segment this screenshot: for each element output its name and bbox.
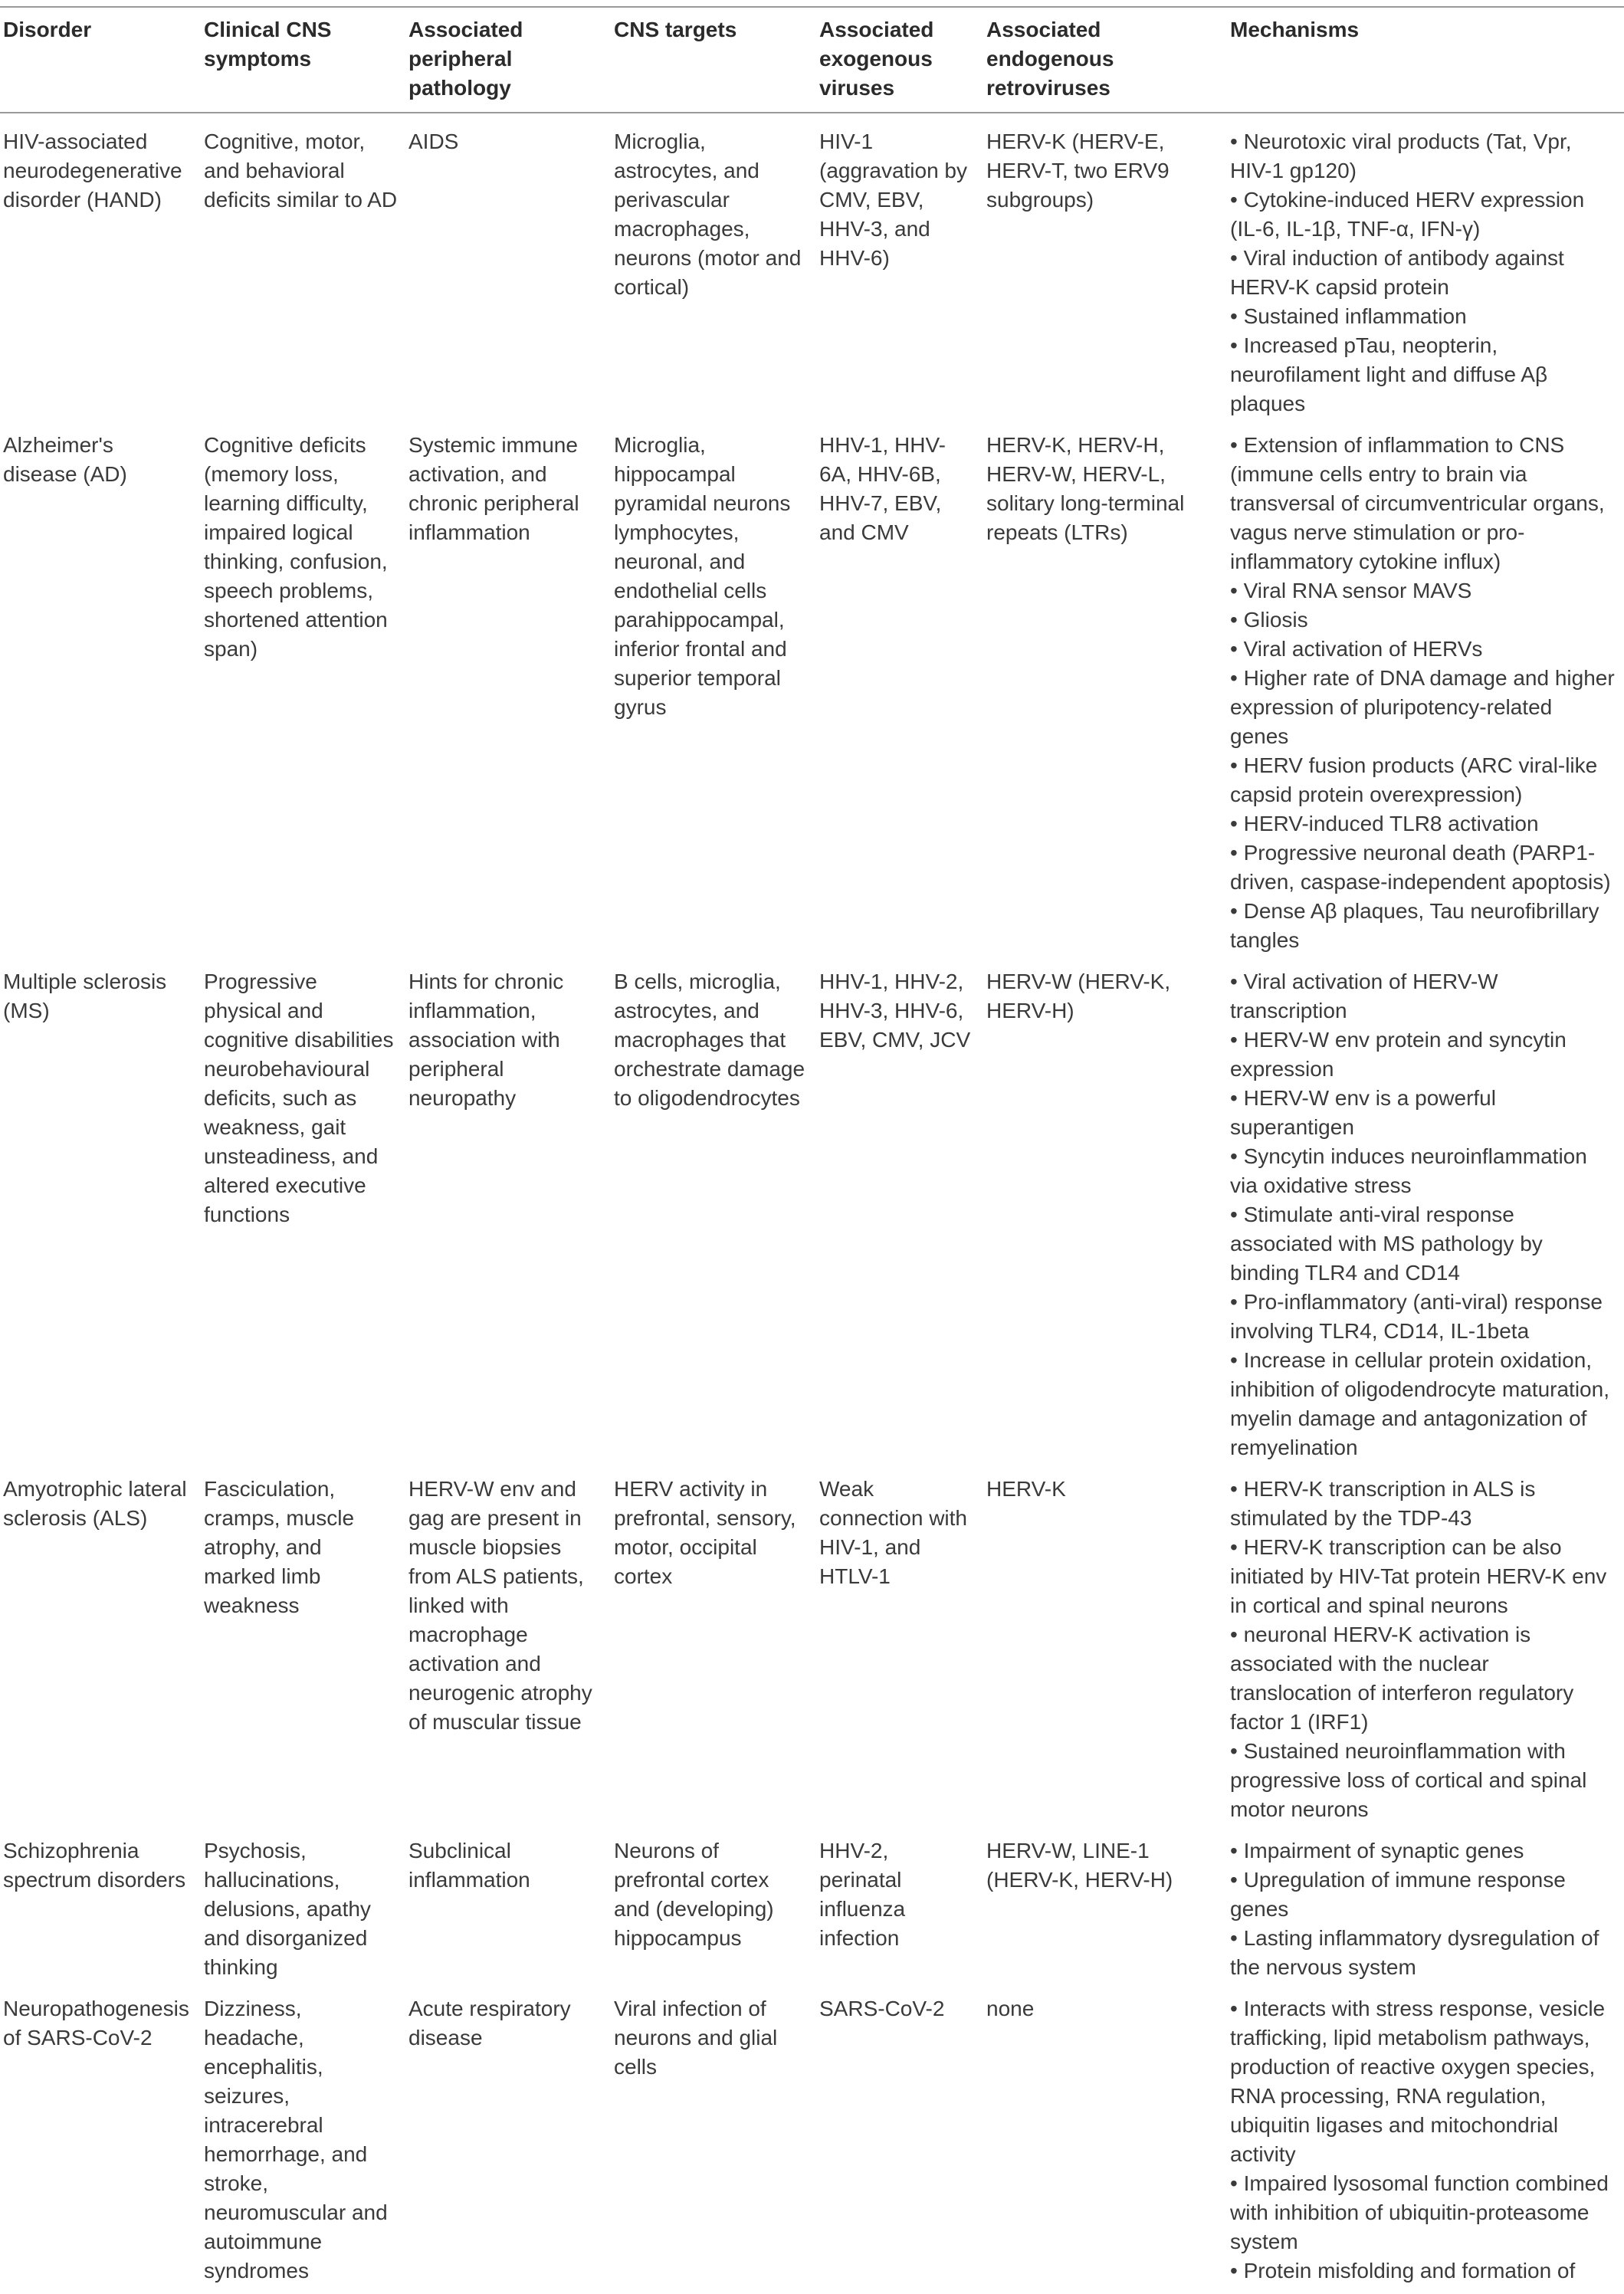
mechanism-item: • Viral induction of antibody against HERV-K capsid protein xyxy=(1230,244,1616,302)
cell-targets: Microglia, hippocampal pyramidal neurons lymphocytes, neuronal, and endothelial cells parahippocampal, inferior frontal and superior temporal gyrus xyxy=(614,433,791,719)
cell-mechanisms xyxy=(1227,1830,1624,1988)
header-exogenous-viruses: Associated exogenous viruses xyxy=(819,18,934,100)
cell-targets: HERV activity in prefrontal, sensory, motor, occipital cortex xyxy=(614,1477,796,1588)
mechanism-list xyxy=(1230,431,1616,955)
mechanism-item: • HERV-K transcription can be also initiated by HIV-Tat protein HERV-K env in cortical and spinal neurons xyxy=(1230,1533,1616,1620)
cell-disorder: Amyotrophic lateral sclerosis (ALS) xyxy=(3,1477,187,1530)
cell-symptoms: Cognitive deficits (memory loss, learning difficulty, impaired logical thinking, confusion, speech problems, shortened attention span) xyxy=(204,433,388,661)
cell-peripheral: Systemic immune activation, and chronic peripheral inflammation xyxy=(408,433,579,544)
cell-targets: Viral infection of neurons and glial cells xyxy=(614,1997,778,2079)
mechanism-item: • Lasting inflammatory dysregulation of the nervous system xyxy=(1230,1924,1616,1982)
mechanism-item: • Impaired lysosomal function combined with inhibition of ubiquitin-proteasome system xyxy=(1230,2169,1616,2256)
table-row xyxy=(0,1830,1624,1988)
cell-endogenous: HERV-K xyxy=(986,1477,1066,1501)
cell-symptoms: Progressive physical and cognitive disabilities neurobehavioural deficits, such as weakness, gait unsteadiness, and altered executive functions xyxy=(204,970,394,1226)
mechanism-item: • Pro-inflammatory (anti-viral) response involving TLR4, CD14, IL-1beta xyxy=(1230,1288,1616,1346)
mechanism-item: • Gliosis xyxy=(1230,605,1616,635)
cell-endogenous: HERV-K, HERV-H, HERV-W, HERV-L, solitary long-terminal repeats (LTRs) xyxy=(986,433,1185,544)
cell-disorder: Schizophrenia spectrum disorders xyxy=(3,1839,186,1892)
cell-mechanisms xyxy=(1227,113,1624,425)
mechanism-item: • Impairment of synaptic genes xyxy=(1230,1836,1616,1866)
cell-peripheral: AIDS xyxy=(408,130,459,153)
mechanism-item: • Higher rate of DNA damage and higher expression of pluripotency-related genes xyxy=(1230,664,1616,751)
cell-mechanisms xyxy=(1227,961,1624,1469)
mechanism-list xyxy=(1230,1994,1616,2286)
mechanism-item: • Viral RNA sensor MAVS xyxy=(1230,576,1616,605)
mechanism-item: • Increase in cellular protein oxidation, inhibition of oligodendrocyte maturation, myelin damage and antagonization of remyelination xyxy=(1230,1346,1616,1462)
cell-peripheral: Subclinical inflammation xyxy=(408,1839,530,1892)
mechanism-item: • Syncytin induces neuroinflammation via oxidative stress xyxy=(1230,1142,1616,1200)
cell-endogenous: none xyxy=(986,1997,1035,2020)
cell-disorder: HIV-associated neurodegenerative disorder (HAND) xyxy=(3,130,182,212)
cell-symptoms: Dizziness, headache, encephalitis, seizures, intracerebral hemorrhage, and stroke, neuromuscular and autoimmune syndromes xyxy=(204,1997,388,2283)
mechanism-list xyxy=(1230,967,1616,1462)
mechanism-item: • HERV-K transcription in ALS is stimulated by the TDP-43 xyxy=(1230,1475,1616,1533)
mechanism-item: • Extension of inflammation to CNS (immune cells entry to brain via transversal of circumventricular organs, vagus nerve stimulation or pro-inflammatory cytokine influx) xyxy=(1230,431,1616,576)
header-clinical-symptoms: Clinical CNS symptoms xyxy=(204,18,332,71)
mechanism-list xyxy=(1230,1836,1616,1982)
mechanism-item: • HERV fusion products (ARC viral-like capsid protein overexpression) xyxy=(1230,751,1616,809)
table-row xyxy=(0,1988,1624,2292)
mechanism-item: • Sustained inflammation xyxy=(1230,302,1616,331)
cell-mechanisms xyxy=(1227,425,1624,961)
cell-peripheral: Acute respiratory disease xyxy=(408,1997,571,2050)
mechanism-item: • neuronal HERV-K activation is associated with the nuclear translocation of interferon regulatory factor 1 (IRF1) xyxy=(1230,1620,1616,1737)
cell-endogenous: HERV-W, LINE-1 (HERV-K, HERV-H) xyxy=(986,1839,1173,1892)
mechanism-item: • Progressive neuronal death (PARP1-driven, caspase-independent apoptosis) xyxy=(1230,839,1616,897)
cell-targets: B cells, microglia, astrocytes, and macrophages that orchestrate damage to oligodendrocytes xyxy=(614,970,805,1110)
mechanism-item: • Viral activation of HERVs xyxy=(1230,635,1616,664)
cell-endogenous: HERV-K (HERV-E, HERV-T, two ERV9 subgroups) xyxy=(986,130,1170,212)
cell-mechanisms xyxy=(1227,1469,1624,1830)
table-body xyxy=(0,113,1624,2292)
table-row xyxy=(0,425,1624,961)
header-mechanisms: Mechanisms xyxy=(1230,18,1360,41)
mechanism-item: • Dense Aβ plaques, Tau neurofibrillary tangles xyxy=(1230,897,1616,955)
cell-disorder: Neuropathogenesis of SARS-CoV-2 xyxy=(3,1997,189,2050)
mechanism-list xyxy=(1230,127,1616,418)
cell-exogenous: HHV-2, perinatal influenza infection xyxy=(819,1839,906,1950)
cell-exogenous: Weak connection with HIV-1, and HTLV-1 xyxy=(819,1477,968,1588)
cell-symptoms: Fasciculation, cramps, muscle atrophy, and marked limb weakness xyxy=(204,1477,355,1617)
cell-exogenous: HIV-1 (aggravation by CMV, EBV, HHV-3, and HHV-6) xyxy=(819,130,968,270)
mechanism-item: • Interacts with stress response, vesicle trafficking, lipid metabolism pathways, production of reactive oxygen species, RNA processing, RNA regulation, ubiquitin ligases and mitochondrial activity xyxy=(1230,1994,1616,2169)
header-cns-targets: CNS targets xyxy=(614,18,737,41)
cell-symptoms: Psychosis, hallucinations, delusions, apathy and disorganized thinking xyxy=(204,1839,371,1979)
mechanism-item: • HERV-W env protein and syncytin expression xyxy=(1230,1026,1616,1084)
mechanism-item: • Increased pTau, neopterin, neurofilament light and diffuse Aβ plaques xyxy=(1230,331,1616,418)
cell-disorder: Alzheimer's disease (AD) xyxy=(3,433,127,486)
table-row xyxy=(0,113,1624,425)
cell-peripheral: HERV-W env and gag are present in muscle biopsies from ALS patients, linked with macrophage activation and neurogenic atrophy of muscular tissue xyxy=(408,1477,592,1734)
cell-targets: Neurons of prefrontal cortex and (developing) hippocampus xyxy=(614,1839,774,1950)
mechanism-item: • Upregulation of immune response genes xyxy=(1230,1866,1616,1924)
cell-symptoms: Cognitive, motor, and behavioral deficits similar to AD xyxy=(204,130,398,212)
mechanism-item: • Neurotoxic viral products (Tat, Vpr, HIV-1 gp120) xyxy=(1230,127,1616,185)
mechanism-item: • Stimulate anti-viral response associated with MS pathology by binding TLR4 and CD14 xyxy=(1230,1200,1616,1288)
cell-exogenous: HHV-1, HHV-6A, HHV-6B, HHV-7, EBV, and CMV xyxy=(819,433,946,544)
mechanism-item: • HERV-W env is a powerful superantigen xyxy=(1230,1084,1616,1142)
cell-targets: Microglia, astrocytes, and perivascular macrophages, neurons (motor and cortical) xyxy=(614,130,802,299)
mechanism-item: • Cytokine-induced HERV expression (IL-6, IL-1β, TNF-α, IFN-γ) xyxy=(1230,185,1616,244)
cell-exogenous: HHV-1, HHV-2, HHV-3, HHV-6, EBV, CMV, JCV xyxy=(819,970,971,1052)
mechanism-item: • Viral activation of HERV-W transcription xyxy=(1230,967,1616,1026)
mechanism-list xyxy=(1230,1475,1616,1824)
header-peripheral-pathology: Associated peripheral pathology xyxy=(408,18,523,100)
mechanism-item: • HERV-induced TLR8 activation xyxy=(1230,809,1616,839)
mechanism-item: • Sustained neuroinflammation with progressive loss of cortical and spinal motor neurons xyxy=(1230,1737,1616,1824)
mechanism-item: • Protein misfolding and formation of xyxy=(1230,2256,1616,2286)
table-row xyxy=(0,1469,1624,1830)
cell-endogenous: HERV-W (HERV-K, HERV-H) xyxy=(986,970,1171,1022)
header-endogenous-retroviruses: Associated endogenous retroviruses xyxy=(986,18,1114,100)
table-row xyxy=(0,961,1624,1469)
header-disorder: Disorder xyxy=(3,18,92,41)
cell-mechanisms xyxy=(1227,1988,1624,2292)
cell-exogenous: SARS-CoV-2 xyxy=(819,1997,945,2020)
cell-disorder: Multiple sclerosis (MS) xyxy=(3,970,167,1022)
header-row xyxy=(0,7,1624,113)
table-header xyxy=(0,7,1624,113)
disorders-table xyxy=(0,6,1624,2292)
cell-peripheral: Hints for chronic inflammation, association with peripheral neuropathy xyxy=(408,970,564,1110)
